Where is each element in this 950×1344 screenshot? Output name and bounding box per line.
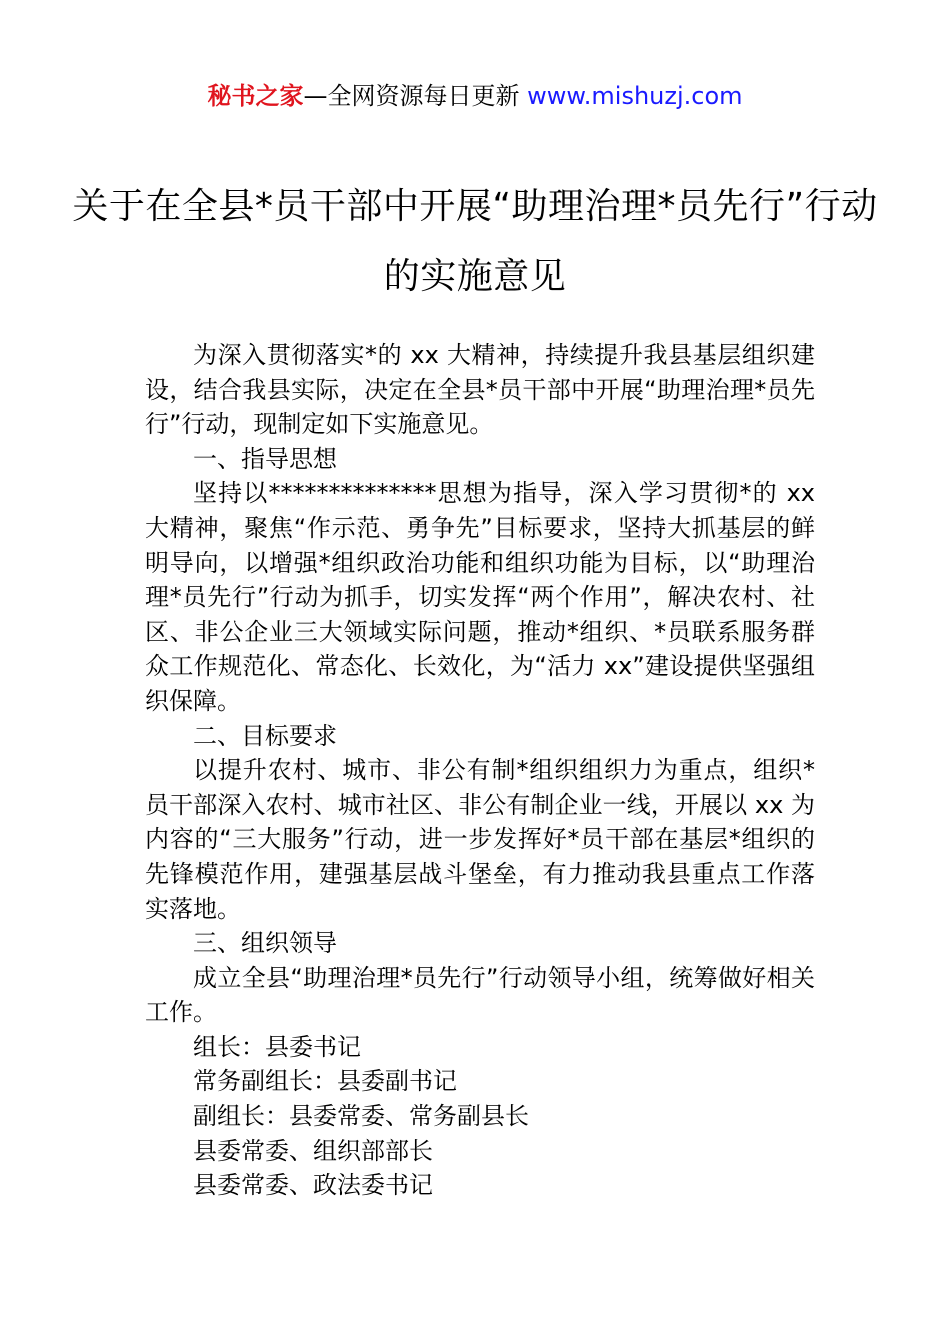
brand-name: 秘书之家 [207,82,304,110]
deputy-leader-line: 县委常委、政法委书记 [193,1171,433,1200]
deputy-leader-line: 县委常委、组织部部长 [193,1136,433,1165]
section-heading-leadership: 三、组织领导 [193,929,337,958]
site-url-link[interactable]: www.mishuzj.com [527,82,743,110]
goals-paragraph: 以提升农村、城市、非公有制*组织组织力为重点，组织*员干部深入农村、城市社区、非公有制企业一线，开展以 xx 为内容的“三大服务”行动，进一步发挥好*员干部在基层*组织的先锋模范作用，建强基层战斗堡垒，有力推动我县重点工作落实落地。 [145,756,815,923]
leadership-paragraph: 成立全县“助理治理*员先行”行动领导小组，统筹做好相关工作。 [145,963,815,1027]
executive-deputy-leader-line: 常务副组长：县委副书记 [193,1067,457,1096]
document-title: 关于在全县*员干部中开展“助理治理*员先行”行动的实施意见 [72,186,878,297]
guiding-thought-paragraph: 坚持以**************思想为指导，深入学习贯彻*的 xx 大精神，聚焦“作示范、勇争先”目标要求，坚持大抓基层的鲜明导向，以增强*组织政治功能和组织功能为目标，以“助理治理*员先行”行动为抓手，切实发挥“两个作用”，解决农村、社区、非公企业三大领域实际问题，推动*组织、*员联系服务群众工作规范化、常态化、长效化，为“活力 xx”建设提供坚强组织保障。 [145,479,815,715]
site-header [0,80,950,112]
section-heading-guiding-thought: 一、指导思想 [193,444,337,473]
section-heading-goals: 二、目标要求 [193,721,337,750]
leader-line: 组长：县委书记 [193,1032,361,1061]
intro-paragraph: 为深入贯彻落实*的 xx 大精神，持续提升我县基层组织建设，结合我县实际，决定在全县*员干部中开展“助理治理*员先行”行动，现制定如下实施意见。 [145,341,815,439]
header-tagline: —全网资源每日更新 [303,82,528,110]
deputy-leader-line: 副组长：县委常委、常务副县长 [193,1102,529,1131]
document-body [145,338,815,1203]
